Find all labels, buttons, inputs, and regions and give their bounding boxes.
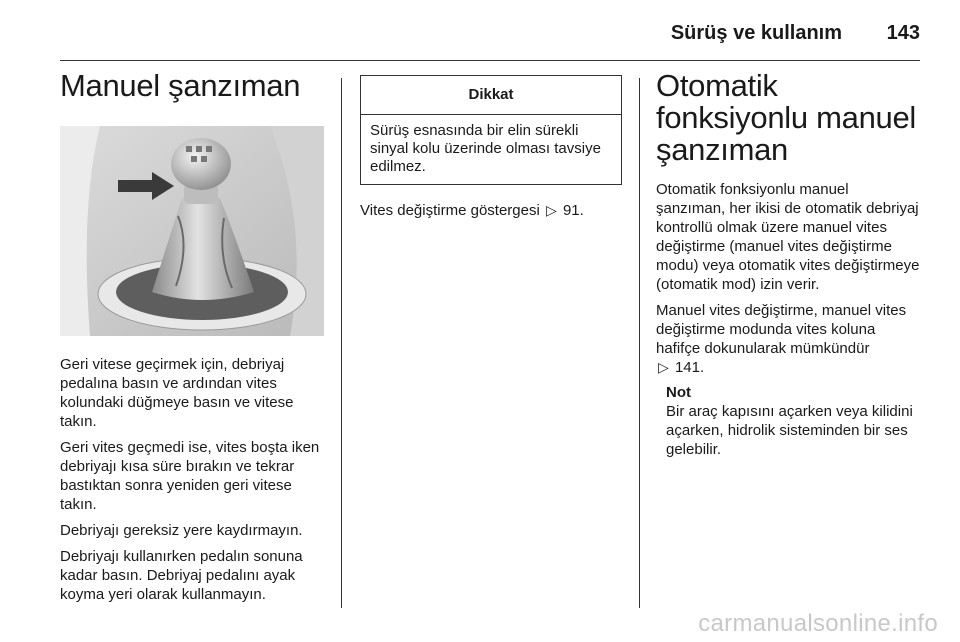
caution-box [360,75,622,185]
page-reference-icon: ▷ [545,202,557,218]
column-divider-left [341,78,342,608]
watermark: carmanualsonline.info [698,610,938,637]
paragraph: Debriyajı gereksiz yere kaydırmayın. [60,522,303,539]
header-title: Sürüş ve kullanım [670,22,842,44]
header-divider [60,60,920,61]
note-box [666,384,920,459]
page-number: 143 [886,22,920,44]
page-header [60,14,920,54]
paragraph: Otomatik fonksiyonlu manuel şanzıman, her ikisi de otomatik debriyaj kontrollü olmak üzere manuel vites değiştirme (manuel vites değiştirme modu) veya otomatik vites değiştirmeye (otomatik mod) izin verir. [656,181,920,293]
column-divider-right [639,78,640,608]
left-column [60,70,328,611]
caution-title: Dikkat [361,76,621,115]
section-heading-automated-manual: Otomatik fonksiyonlu manuel şanzıman [656,68,916,167]
middle-column [360,70,622,220]
reference-page[interactable]: 141. [674,359,705,376]
paragraph [656,301,920,377]
gear-shift-illustration [60,126,324,336]
paragraph: Geri vitese geçirmek için, debriyaj pedalına basın ve ardından vites kolundaki düğmeye basın ve vitese takın. [60,356,294,430]
note-title: Not [666,384,691,401]
paragraph: Geri vites geçmedi ise, vites boşta iken debriyajı kısa süre bırakın ve tekrar bastıktan sonra yeniden geri vitese takın. [60,439,320,513]
reference-text: Vites değiştirme göstergesi [360,202,540,219]
paragraph: Debriyajı kullanırken pedalın sonuna kadar basın. Debriyaj pedalını ayak koyma yeri olarak kullanmayın. [60,548,303,603]
paragraph-text: Manuel vites değiştirme, manuel vites değiştirme modunda vites koluna hafifçe dokunularak mümkündür [656,302,907,357]
right-column [656,70,920,459]
reference-line [360,201,622,220]
note-text: Bir araç kapısını açarken veya kilidini açarken, hidrolik sisteminden bir ses gelebilir. [666,403,913,458]
reference-page[interactable]: 91. [562,202,584,219]
section-heading-manual-transmission: Manuel şanzıman [60,68,301,103]
caution-text: Sürüş esnasında bir elin sürekli sinyal kolu üzerinde olması tavsiye edilmez. [370,122,601,175]
page-reference-icon: ▷ [658,359,669,375]
